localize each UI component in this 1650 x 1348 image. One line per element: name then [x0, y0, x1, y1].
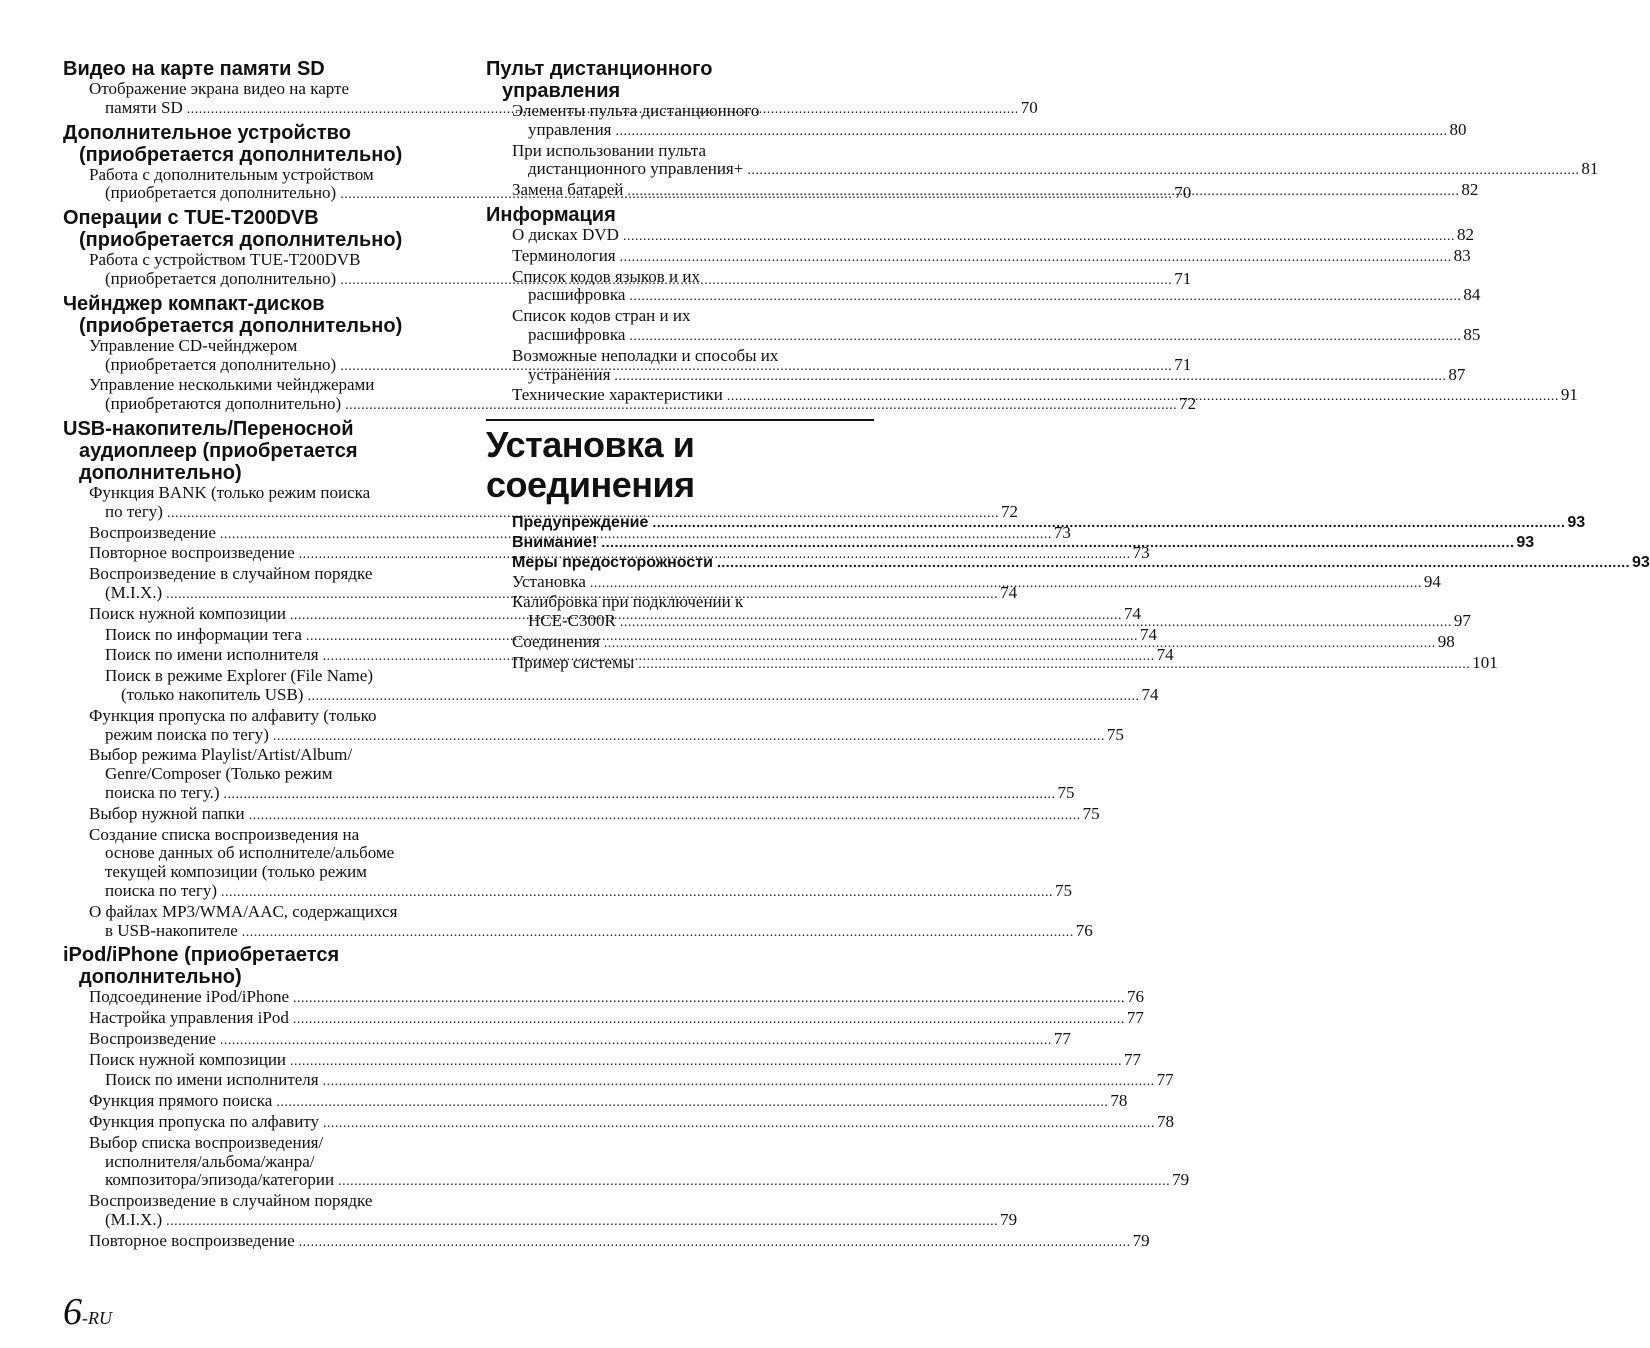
- dot-leader: [627, 184, 1459, 199]
- toc-page-number: 81: [1581, 159, 1599, 179]
- dot-leader: [166, 1214, 998, 1229]
- toc-page-number: 79: [1000, 1210, 1018, 1230]
- toc-page-number: 71: [1174, 354, 1192, 374]
- toc-entry-text: по тегу): [105, 501, 163, 521]
- dot-leader: [249, 808, 1081, 823]
- toc-entry-text: Работа с устройством TUE-T200DVB: [89, 250, 361, 270]
- toc-entry-text: расшифровка: [528, 285, 626, 305]
- section-heading-line: управления: [502, 80, 621, 102]
- toc-entry-text: в USB-накопителе: [105, 920, 238, 940]
- toc-page-number: 74: [1124, 603, 1142, 623]
- toc-entry-text: Соединения: [512, 631, 600, 651]
- toc-entry[interactable]: [63, 901, 1093, 943]
- toc-page-number: 80: [1449, 119, 1467, 139]
- toc-page-number: 74: [1141, 684, 1159, 704]
- section-heading-line: Операции с TUE-T200DVB: [63, 207, 319, 230]
- toc-entry-text: Подсоединение iPod/iPhone: [89, 987, 290, 1007]
- section-heading: [486, 58, 874, 102]
- toc-entry-text: Калибровка при подключении к: [512, 592, 744, 612]
- toc-entry-text: Genre/Composer (Только режим: [105, 764, 333, 784]
- dot-leader: [629, 329, 1461, 344]
- toc-page-number: 77: [1124, 1049, 1142, 1069]
- toc-page-number: 71: [1174, 268, 1192, 288]
- toc-entry-text: Воспроизведение: [89, 1028, 216, 1048]
- dot-leader: [323, 1116, 1155, 1131]
- toc-entry-text: управления: [528, 119, 612, 139]
- toc-entry[interactable]: [63, 1049, 1142, 1072]
- dot-leader: [299, 1235, 1131, 1250]
- toc-entry[interactable]: [63, 987, 1145, 1009]
- toc-entry-list: [63, 987, 1190, 1252]
- toc-page-number: 76: [1075, 920, 1093, 940]
- toc-page-number: 75: [1055, 880, 1072, 900]
- toc-entry-last-line: [89, 880, 1072, 903]
- toc-entry-text: Поиск по информации тега: [105, 624, 302, 644]
- section-heading: [486, 204, 874, 226]
- section-heading-line: Информация: [486, 203, 616, 226]
- dot-leader: [614, 369, 1446, 384]
- toc-entry[interactable]: [63, 1008, 1144, 1030]
- toc-page-number: 97: [1453, 611, 1471, 631]
- toc-entry-text: Отображение экрана видео на карте: [89, 79, 349, 98]
- toc-entry[interactable]: [63, 1191, 1018, 1232]
- toc-page-number: 74: [1156, 645, 1174, 665]
- section-heading-line: iPod/iPhone (приобретается: [63, 944, 340, 967]
- toc-entry-text: текущей композиции (только режим: [105, 862, 367, 882]
- dot-leader: [273, 729, 1105, 744]
- section-heading-line: (приобретается дополнительно): [79, 229, 403, 252]
- toc-entry-text: Настройка управления iPod: [89, 1008, 289, 1028]
- toc-page-number: 73: [1053, 522, 1071, 542]
- section-heading: [63, 944, 451, 988]
- dot-leader: [338, 1174, 1170, 1189]
- dot-leader: [620, 250, 1452, 265]
- toc-entry[interactable]: [486, 224, 1474, 247]
- toc-entry-last-line: [89, 724, 1124, 747]
- toc-entry-text: основе данных об исполнителе/альбоме: [105, 843, 395, 863]
- dot-leader: [590, 576, 1422, 591]
- toc-entry-text: Воспроизведение в случайном порядке: [89, 564, 373, 584]
- toc-entry[interactable]: [63, 666, 1159, 707]
- toc-entry-last-line: [89, 782, 1075, 805]
- toc-entry[interactable]: [63, 1230, 1150, 1253]
- toc-entry-text: Элементы пульта дистанционного: [512, 101, 760, 120]
- toc-page-number: 74: [1000, 582, 1018, 602]
- toc-entry-text: Поиск нужной композиции: [89, 1049, 287, 1069]
- page-number: 6: [63, 1291, 82, 1333]
- toc-entry-last-line: [89, 920, 1093, 943]
- toc-entry-text: Функция пропуска по алфавиту (только: [89, 705, 377, 725]
- toc-page-number: 79: [1132, 1230, 1150, 1250]
- toc-entry-text: Терминология: [512, 245, 616, 265]
- dot-leader: [221, 885, 1053, 900]
- section-heading: [63, 293, 451, 337]
- toc-entry-text: (приобретается дополнительно): [105, 354, 337, 374]
- toc-entry-text: (приобретаются дополнительно): [105, 394, 342, 414]
- toc-entry-text: Управление несколькими чейнджерами: [89, 375, 375, 395]
- toc-page-number: 79: [1172, 1170, 1190, 1190]
- toc-entry-text: поиска по тегу.): [105, 782, 220, 802]
- toc-entry-text: Замена батарей: [512, 180, 624, 200]
- toc-page-number: 77: [1156, 1070, 1174, 1090]
- toc-entry-last-line: [105, 1070, 1174, 1092]
- toc-entry-last-line: [105, 684, 1159, 707]
- toc-page-number: 76: [1127, 987, 1145, 1007]
- section-heading-line: Чейнджер компакт-дисков: [63, 292, 325, 315]
- toc-entry-last-line: [89, 1028, 1071, 1051]
- toc-entry-text: Предупреждение: [512, 514, 649, 532]
- toc-entry-last-line: [89, 1008, 1144, 1030]
- section-heading-line: дополнительно): [79, 461, 242, 484]
- toc-page-number: 87: [1448, 364, 1466, 384]
- toc-page-number: 82: [1456, 224, 1474, 244]
- dot-leader: [323, 1074, 1155, 1089]
- toc-entry[interactable]: [63, 1112, 1175, 1134]
- toc-entry[interactable]: [63, 1028, 1071, 1051]
- toc-entry-text: Выбор списка воспроизведения/: [89, 1132, 324, 1152]
- dot-leader: [276, 1095, 1108, 1110]
- toc-page-number: 93: [1516, 533, 1535, 551]
- toc-entry-text: устранения: [528, 364, 611, 384]
- section-heading-line: (приобретается дополнительно): [79, 314, 403, 337]
- toc-entry[interactable]: [63, 745, 1075, 804]
- toc-entry-text: поиска по тегу): [105, 880, 217, 900]
- dot-leader: [293, 1012, 1125, 1027]
- dot-leader: [652, 514, 1565, 530]
- dot-leader: [623, 229, 1455, 244]
- toc-entry-text: Функция BANK (только режим поиска: [89, 482, 371, 502]
- toc-entry-text: Внимание!: [512, 533, 598, 551]
- dot-leader: [290, 1054, 1122, 1069]
- section-heading-line: (приобретается дополнительно): [79, 143, 403, 166]
- toc-page-number: 77: [1053, 1028, 1071, 1048]
- toc-page-number: 70: [1174, 183, 1192, 203]
- toc-page-number: 77: [1126, 1008, 1144, 1028]
- toc-entry-text: Выбор режима Playlist/Artist/Album/: [89, 745, 353, 765]
- toc-entry-text: Функция прямого поиска: [89, 1091, 273, 1111]
- toc-page-number: 75: [1057, 782, 1075, 802]
- toc-entry-last-line: [89, 1230, 1150, 1253]
- toc-entry-text: памяти SD: [105, 97, 183, 117]
- toc-page-number: 73: [1132, 543, 1150, 563]
- section-heading-line: аудиоплеер (приобретается: [79, 439, 358, 462]
- toc-entry-text: Воспроизведение: [89, 522, 216, 542]
- toc-entry-text: Воспроизведение в случайном порядке: [89, 1191, 373, 1211]
- toc-entry-last-line: [512, 224, 1474, 247]
- toc-entry-last-line: [89, 1091, 1128, 1113]
- toc-entry[interactable]: [486, 306, 1481, 347]
- toc-entry-text: Поиск нужной композиции: [89, 603, 287, 623]
- toc-entry-text: (только накопитель USB): [121, 684, 304, 704]
- toc-page-number: 78: [1110, 1091, 1128, 1111]
- toc-entry[interactable]: [63, 803, 1100, 826]
- toc-page-number: 70: [1020, 97, 1038, 117]
- toc-page-number: 82: [1461, 180, 1479, 200]
- section-heading-line: дополнительно): [79, 966, 242, 989]
- toc-entry-last-line: [512, 324, 1481, 347]
- toc-entry[interactable]: [63, 705, 1124, 747]
- section-heading-line: Видео на карте памяти SD: [63, 58, 325, 80]
- toc-page-number: 98: [1437, 631, 1455, 651]
- install-section-title: Установка и соединения: [486, 419, 874, 505]
- section-heading-line: Пульт дистанционного: [486, 58, 713, 80]
- toc-entry-last-line: [512, 245, 1471, 268]
- toc-entry-text: (приобретается дополнительно): [105, 268, 337, 288]
- toc-entry-text: Меры предосторожности: [512, 553, 713, 571]
- toc-entry-text: Управление CD-чейнджером: [89, 335, 298, 355]
- toc-entry[interactable]: [486, 245, 1471, 268]
- page-number-suffix: -RU: [82, 1308, 112, 1328]
- dot-leader: [242, 925, 1074, 940]
- toc-page-number: 91: [1560, 385, 1578, 405]
- dot-leader: [727, 389, 1559, 404]
- toc-entry[interactable]: [63, 1091, 1128, 1113]
- toc-entry-text: Список кодов языков и их: [512, 266, 700, 286]
- toc-entry-text: Повторное воспроизведение: [89, 543, 295, 563]
- toc-entry-text: исполнителя/альбома/жанра/: [105, 1151, 315, 1171]
- toc-entry[interactable]: [63, 1132, 1190, 1192]
- section-heading: [63, 122, 451, 166]
- toc-entry-text: дистанционного управления+: [528, 159, 744, 179]
- toc-entry-text: режим поиска по тегу): [105, 724, 269, 744]
- toc-entry-text: (приобретается дополнительно): [105, 183, 337, 203]
- section-heading: [63, 58, 451, 80]
- toc-entry-text: (M.I.X.): [105, 1210, 163, 1230]
- section-heading-line: USB-накопитель/Переносной: [63, 417, 354, 440]
- dot-leader: [616, 124, 1448, 139]
- toc-entry-text: HCE-C300R: [528, 611, 616, 631]
- toc-entry-last-line: [512, 119, 1467, 142]
- toc-entry-text: композитора/эпизода/категории: [105, 1170, 335, 1190]
- toc-page-number: 72: [1179, 394, 1197, 414]
- section-heading-line: Дополнительное устройство: [63, 121, 351, 144]
- toc-entry[interactable]: [63, 1070, 1174, 1092]
- toc-entry-text: Поиск в режиме Explorer (File Name): [105, 666, 373, 686]
- toc-page-number: 85: [1463, 324, 1481, 344]
- toc-entry-text: Технические характеристики: [512, 385, 723, 405]
- dot-leader: [604, 636, 1436, 651]
- toc-page-number: 74: [1139, 624, 1157, 644]
- toc-entry-text: Установка: [512, 571, 586, 591]
- toc-page-number: 72: [1000, 501, 1018, 521]
- dot-leader: [220, 1033, 1052, 1048]
- toc-entry-text: О дисках DVD: [512, 224, 619, 244]
- toc-entry[interactable]: [486, 140, 1599, 182]
- dot-leader: [717, 554, 1630, 570]
- section-heading: [63, 418, 451, 484]
- dot-leader: [620, 615, 1452, 630]
- toc-entry-text: О файлах MP3/WMA/AAC, содержащихся: [89, 901, 398, 921]
- dot-leader: [293, 991, 1125, 1006]
- toc-entry-text: Работа с дополнительным устройством: [89, 164, 374, 184]
- toc-page-number: 93: [1631, 553, 1650, 571]
- toc-entry-last-line: [89, 1049, 1142, 1072]
- toc-page-number: 78: [1157, 1112, 1175, 1132]
- toc-entry[interactable]: [63, 824, 1072, 903]
- toc-page-number: 83: [1453, 245, 1471, 265]
- toc-page-number: 84: [1463, 285, 1481, 305]
- toc-entry-last-line: [89, 1112, 1175, 1134]
- toc-entry-text: Повторное воспроизведение: [89, 1230, 295, 1250]
- toc-entry-text: расшифровка: [528, 324, 626, 344]
- toc-entry-text: Список кодов стран и их: [512, 306, 691, 326]
- toc-entry-text: (M.I.X.): [105, 582, 163, 602]
- toc-page-number: 101: [1472, 652, 1498, 672]
- toc-entry-last-line: [89, 1170, 1190, 1192]
- toc-entry-last-line: [89, 803, 1100, 826]
- toc-entry-text: Поиск по имени исполнителя: [105, 1070, 319, 1090]
- toc-entry-text: Пример системы: [512, 652, 635, 672]
- dot-leader: [224, 787, 1056, 802]
- toc-section: [63, 944, 1190, 1252]
- dot-leader: [601, 534, 1514, 550]
- dot-leader: [747, 163, 1579, 178]
- toc-page-number: 94: [1423, 571, 1441, 591]
- toc-entry-text: Поиск по имени исполнителя: [105, 645, 319, 665]
- toc-entry-last-line: [512, 159, 1599, 181]
- toc-page-number: 93: [1567, 514, 1586, 532]
- page-footer: [63, 1290, 112, 1334]
- dot-leader: [638, 657, 1470, 672]
- toc-page-number: 75: [1106, 724, 1124, 744]
- toc-entry-text: Возможные неполадки и способы их: [512, 345, 779, 365]
- toc-entry-last-line: [512, 285, 1481, 307]
- toc-page-number: 75: [1082, 803, 1100, 823]
- toc-entry-text: Создание списка воспроизведения на: [89, 824, 360, 844]
- toc-entry-text: Функция пропуска по алфавиту: [89, 1112, 320, 1132]
- toc-entry-last-line: [89, 987, 1145, 1009]
- toc-entry-last-line: [89, 1210, 1018, 1232]
- dot-leader: [307, 689, 1139, 704]
- dot-leader: [629, 289, 1461, 304]
- toc-entry-text: При использовании пульта: [512, 140, 707, 160]
- section-heading: [63, 207, 451, 251]
- toc-entry-text: Выбор нужной папки: [89, 803, 245, 823]
